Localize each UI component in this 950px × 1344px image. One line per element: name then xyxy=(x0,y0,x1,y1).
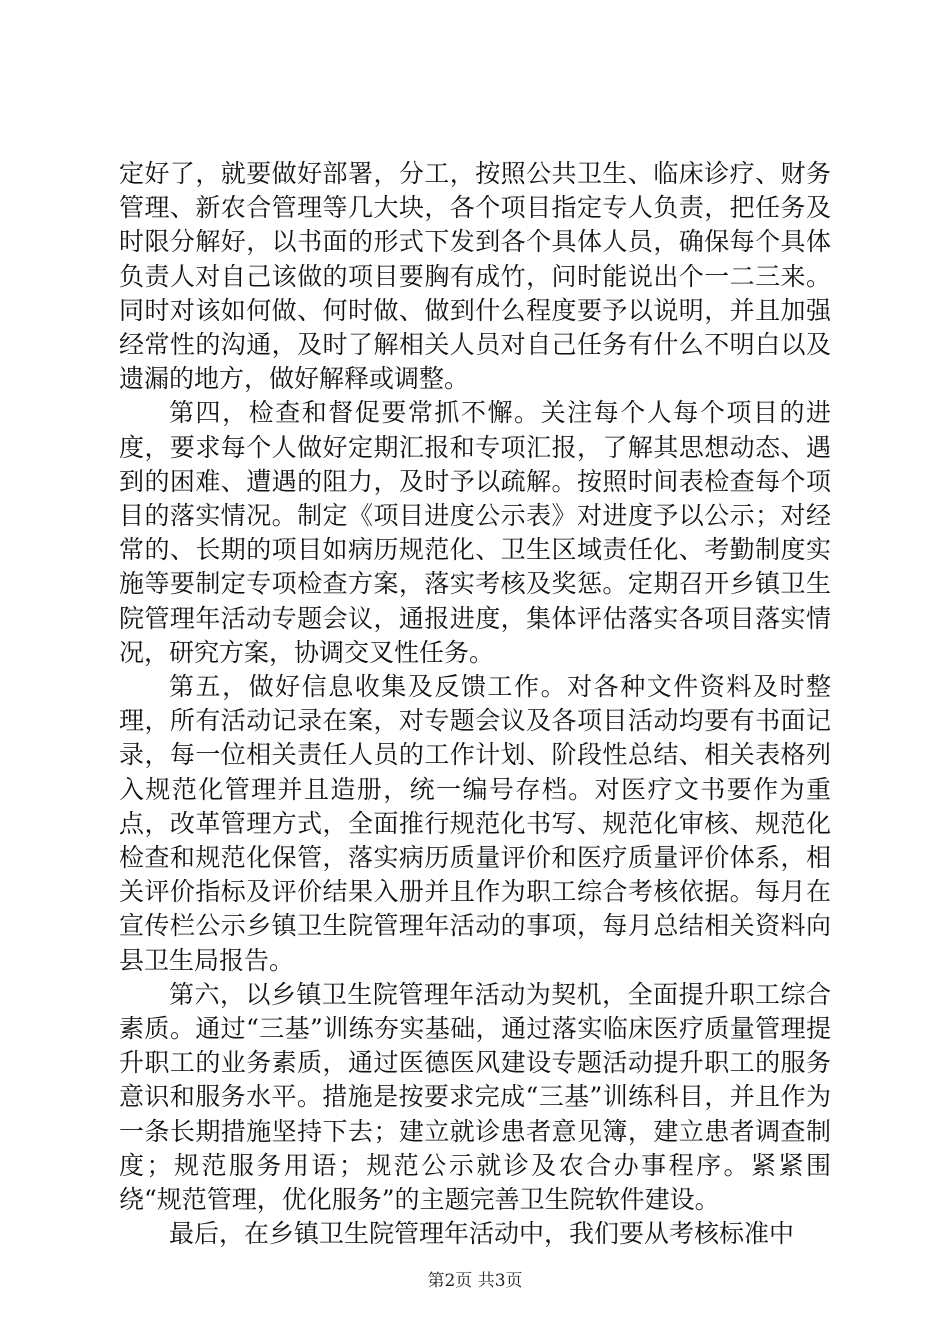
paragraph-fifth: 第五，做好信息收集及反馈工作。对各种文件资料及时整理，所有活动记录在案，对专题会议及各项目活动均要有书面记录，每一位相关责任人员的工作计划、阶段性总结、相关表格列入规范化管理并且造册，统一编号存档。对医疗文书要作为重点，改革管理方式，全面推行规范化书写、规范化审核、规范化检查和规范化保管，落实病历质量评价和医疗质量评价体系，相关评价指标及评价结果入册并且作为职工综合考核依据。每月在宣传栏公示乡镇卫生院管理年活动的事项，每月总结相关资料向县卫生局报告。 xyxy=(119,672,831,975)
page-number-footer: 第2页 共3页 xyxy=(427,1271,523,1291)
paragraph-continuation: 定好了，就要做好部署，分工，按照公共卫生、临床诊疗、财务管理、新农合管理等几大块，各个项目指定专人负责，把任务及时限分解好，以书面的形式下发到各个具体人员，确保每个具体负责人对自己该做的项目要胸有成竹，问时能说出个一二三来。同时对该如何做、何时做、做到什么程度要予以说明，并且加强经常性的沟通，及时了解相关人员对自己任务有什么不明白以及遗漏的地方，做好解释或调整。 xyxy=(119,159,831,394)
paragraph-sixth: 第六，以乡镇卫生院管理年活动为契机，全面提升职工综合素质。通过“三基”训练夯实基础，通过落实临床医疗质量管理提升职工的业务素质，通过医德医风建设专题活动提升职工的服务意识和服务水平。措施是按要求完成“三基”训练科目，并且作为一条长期措施坚持下去；建立就诊患者意见簿，建立患者调查制度；规范服务用语；规范公示就诊及农合办事程序。紧紧围绕“规范管理，优化服务”的主题完善卫生院软件建设。 xyxy=(119,979,831,1215)
paragraph-fourth: 第四，检查和督促要常抓不懈。关注每个人每个项目的进度，要求每个人做好定期汇报和专项汇报，了解其思想动态、遇到的困难、遭遇的阻力，及时予以疏解。按照时间表检查每个项目的落实情况。制定《项目进度公示表》对进度予以公示；对经常的、长期的项目如病历规范化、卫生区域责任化、考勤制度实施等要制定专项检查方案，落实考核及奖惩。定期召开乡镇卫生院管理年活动专题会议，通报进度，集体评估落实各项目落实情况，研究方案，协调交叉性任务。 xyxy=(119,398,831,667)
paragraph-final: 最后，在乡镇卫生院管理年活动中，我们要从考核标准中 xyxy=(169,1219,795,1249)
document-body xyxy=(119,157,831,1252)
